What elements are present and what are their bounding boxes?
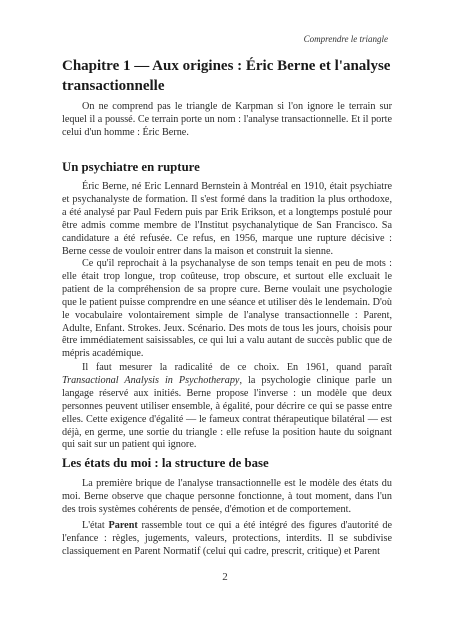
section-heading-psychiatre: Un psychiatre en rupture	[62, 160, 200, 174]
p3-text-after: , la psychologie clinique parle un langage réservé aux initiés. Berne propose l'inverse : un modèle que deux personnes peuvent utiliser ensemble, à égalité, pour décrire ce qui se passe entre elles. Cette exigence d'égalité — le fameux contrat thérapeutique bilatéral — est déjà, en germe, une sortie du triangle : elle refuse la position haute du soignant qui sait sur un patient qui ignore.	[62, 374, 392, 451]
section1-paragraph-2: Ce qu'il reprochait à la psychanalyse de son temps tenait en peu de mots : elle était trop longue, trop coûteuse, trop obscure, et surtout elle excluait le patient de la compréhension de sa propre cure. Berne voulait une psychologie que le patient puisse comprendre en une séance et utiliser dès le lendemain. D'où le vocabulaire volontairement simple de l'analyse transactionnelle : Parent, Adulte, Enfant. Strokes. Jeux. Scénario. Des mots de tous les jours, choisis pour être immédiatement saisissables, ce qui lui a valu autant de succès public que de mépris académique.	[62, 258, 392, 360]
p3-text-before: Il faut mesurer la radicalité de ce choix. En 1961, quand paraît	[82, 362, 392, 373]
book-title: Transactional Analysis in Psychotherapy	[62, 374, 240, 386]
p2-text-after: rassemble tout ce qui a été intégré des figures d'autorité de l'enfance : règles, jugements, valeurs, protections, interdits. Il se subdivise classiquement en Parent Normatif (celui qui cadre, prescrit, critique) et Parent	[62, 520, 392, 557]
intro-paragraph: On ne comprend pas le triangle de Karpman si l'on ignore le terrain sur lequel il a poussé. Ce terrain porte un nom : l'analyse transactionnelle. Et il porte celui d'un homme : Éric Berne.	[62, 101, 392, 138]
section1-paragraph-1: Éric Berne, né Eric Lennard Bernstein à Montréal en 1910, était psychiatre et psychanalyste de formation. Il s'est formé dans la tradition la plus orthodoxe, a été analysé par Paul Federn puis par Erik Erikson, et a longtemps postulé pour être admis comme membre de l'Institut psychanalytique de San Francisco. Sa candidature a été refusée. Ce refus, en 1956, marque une rupture décisive : Berne cesse de vouloir entrer dans la maison et construit la sienne.	[62, 181, 392, 257]
section2-paragraph-1: La première brique de l'analyse transactionnelle est le modèle des états du moi. Berne observe que chaque personne fonctionne, à tout moment, dans l'un des trois systèmes cohérents de pensée, d'émotion et de comportement.	[62, 478, 392, 515]
section-heading-etats-du-moi: Les états du moi : la structure de base	[62, 456, 269, 470]
section1-paragraph-3	[62, 362, 392, 452]
chapter-title: Chapitre 1 — Aux origines : Éric Berne et l'analyse transactionnelle	[62, 58, 391, 94]
page-number: 2	[222, 571, 228, 583]
p2-text-before: L'état	[82, 520, 109, 531]
running-head: Comprendre le triangle	[303, 34, 388, 44]
section2-paragraph-2	[62, 520, 392, 559]
term-parent: Parent	[108, 520, 138, 531]
